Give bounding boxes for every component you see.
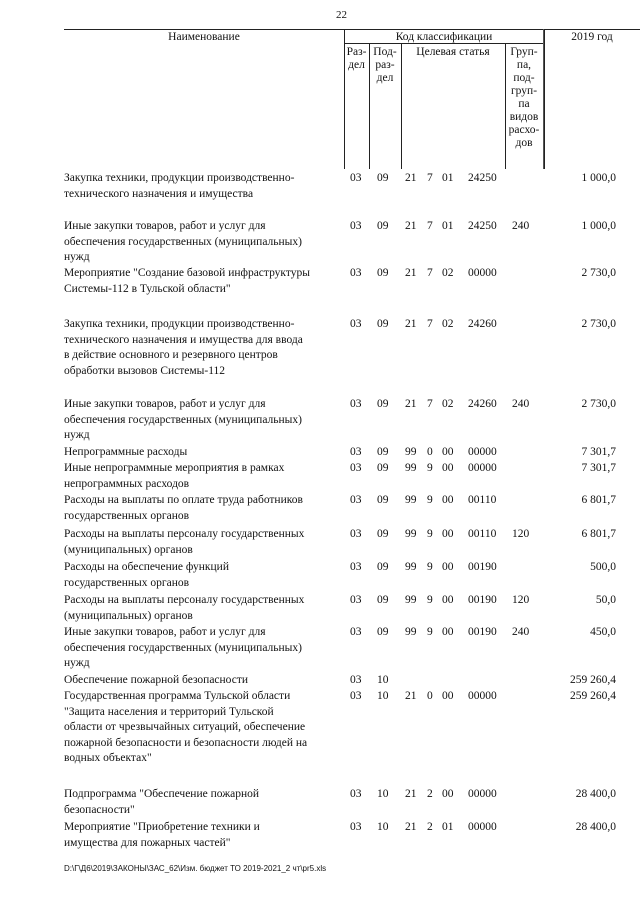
- row-target-3: 00: [442, 528, 454, 540]
- row-target-2: 7: [427, 318, 433, 330]
- row-target-4: 24250: [468, 220, 497, 232]
- row-target-2: 7: [427, 220, 433, 232]
- row-amount: 28 400,0: [575, 821, 616, 833]
- row-name: Расходы на выплаты персоналу государственных (муниципальных) органов: [64, 528, 305, 556]
- header-target: Целевая статья: [416, 46, 490, 58]
- header-classification: Код классификации: [395, 31, 493, 43]
- row-podrazdel: 10: [377, 690, 389, 702]
- row-amount: 500,0: [590, 561, 616, 573]
- row-target-1: 99: [405, 446, 417, 458]
- row-group: 240: [512, 626, 530, 638]
- row-target-3: 01: [442, 821, 454, 833]
- row-target-1: 21: [405, 821, 417, 833]
- row-podrazdel: 09: [377, 594, 389, 606]
- row-target-2: 7: [427, 172, 433, 184]
- row-group: 120: [512, 594, 530, 606]
- row-amount: 2 730,0: [581, 398, 616, 410]
- header-podrazdel: Под- раз- дел: [373, 46, 397, 84]
- header-razdel: Раз- дел: [346, 46, 367, 71]
- row-target-4: 00000: [468, 690, 497, 702]
- row-target-2: 9: [427, 561, 433, 573]
- row-target-1: 99: [405, 594, 417, 606]
- row-target-3: 00: [442, 594, 454, 606]
- row-name: Иные закупки товаров, работ и услуг для обеспечения государственных (муниципальных) нужд: [64, 220, 302, 263]
- row-name: Подпрограмма "Обеспечение пожарной безопасности": [64, 788, 260, 816]
- row-target-2: 2: [427, 788, 433, 800]
- row-target-4: 00190: [468, 561, 497, 573]
- row-target-4: 00190: [468, 594, 497, 606]
- row-podrazdel: 09: [377, 561, 389, 573]
- row-podrazdel: 09: [377, 398, 389, 410]
- row-target-3: 00: [442, 462, 454, 474]
- row-target-3: 00: [442, 626, 454, 638]
- row-name: Непрограммные расходы: [64, 446, 188, 458]
- row-podrazdel: 10: [377, 674, 389, 686]
- row-target-2: 7: [427, 267, 433, 279]
- row-target-1: 99: [405, 626, 417, 638]
- row-razdel: 03: [350, 821, 362, 833]
- row-name: Государственная программа Тульской области "Защита населения и территорий Тульской области от чрезвычайных ситуаций, обеспечение пожарной безопасности и безопасности людей на водных объектах": [64, 690, 308, 764]
- row-target-3: 01: [442, 172, 454, 184]
- row-target-1: 21: [405, 788, 417, 800]
- row-target-3: 02: [442, 267, 454, 279]
- row-target-2: 0: [427, 690, 433, 702]
- row-target-1: 99: [405, 494, 417, 506]
- row-podrazdel: 09: [377, 446, 389, 458]
- row-target-3: 00: [442, 788, 454, 800]
- row-target-3: 02: [442, 318, 454, 330]
- row-target-1: 21: [405, 398, 417, 410]
- row-razdel: 03: [350, 446, 362, 458]
- row-target-3: 00: [442, 561, 454, 573]
- row-amount: 259 260,4: [570, 674, 616, 686]
- row-razdel: 03: [350, 494, 362, 506]
- row-target-1: 21: [405, 267, 417, 279]
- row-target-4: 00110: [468, 494, 497, 506]
- row-podrazdel: 09: [377, 462, 389, 474]
- row-target-4: 00000: [468, 788, 497, 800]
- row-amount: 50,0: [595, 594, 616, 606]
- row-name: Мероприятие "Создание базовой инфраструктуры Системы-112 в Тульской области": [64, 267, 310, 295]
- row-target-1: 21: [405, 220, 417, 232]
- row-target-1: 99: [405, 462, 417, 474]
- row-target-2: 9: [427, 494, 433, 506]
- row-razdel: 03: [350, 318, 362, 330]
- row-target-1: 21: [405, 690, 417, 702]
- row-target-3: 02: [442, 398, 454, 410]
- row-amount: 1 000,0: [581, 172, 616, 184]
- row-razdel: 03: [350, 561, 362, 573]
- row-razdel: 03: [350, 172, 362, 184]
- row-target-2: 7: [427, 398, 433, 410]
- row-target-4: 00000: [468, 446, 497, 458]
- row-razdel: 03: [350, 267, 362, 279]
- row-target-2: 2: [427, 821, 433, 833]
- row-name: Расходы на выплаты по оплате труда работников государственных органов: [64, 494, 303, 522]
- row-amount: 6 801,7: [581, 528, 616, 540]
- row-target-4: 24260: [468, 318, 497, 330]
- row-podrazdel: 09: [377, 318, 389, 330]
- row-group: 120: [512, 528, 530, 540]
- row-razdel: 03: [350, 788, 362, 800]
- row-name: Мероприятие "Приобретение техники и имущества для пожарных частей": [64, 821, 260, 849]
- row-podrazdel: 10: [377, 821, 389, 833]
- row-amount: 450,0: [590, 626, 616, 638]
- row-target-3: 01: [442, 220, 454, 232]
- row-amount: 2 730,0: [581, 267, 616, 279]
- row-amount: 28 400,0: [575, 788, 616, 800]
- row-target-4: 00110: [468, 528, 497, 540]
- row-group: 240: [512, 398, 530, 410]
- row-razdel: 03: [350, 398, 362, 410]
- row-amount: 7 301,7: [581, 462, 616, 474]
- row-amount: 6 801,7: [581, 494, 616, 506]
- row-amount: 2 730,0: [581, 318, 616, 330]
- row-name: Иные непрограммные мероприятия в рамках непрограммных расходов: [64, 462, 285, 490]
- page-number: 22: [336, 9, 347, 21]
- row-podrazdel: 09: [377, 494, 389, 506]
- row-name: Иные закупки товаров, работ и услуг для обеспечения государственных (муниципальных) нужд: [64, 398, 302, 441]
- header-name: Наименование: [168, 31, 240, 43]
- row-target-4: 00190: [468, 626, 497, 638]
- row-group: 240: [512, 220, 530, 232]
- row-name: Обеспечение пожарной безопасности: [64, 674, 249, 686]
- row-target-2: 0: [427, 446, 433, 458]
- row-podrazdel: 09: [377, 528, 389, 540]
- row-podrazdel: 09: [377, 267, 389, 279]
- row-razdel: 03: [350, 594, 362, 606]
- row-amount: 259 260,4: [570, 690, 616, 702]
- row-podrazdel: 09: [377, 626, 389, 638]
- row-target-3: 00: [442, 446, 454, 458]
- row-target-4: 00000: [468, 267, 497, 279]
- row-podrazdel: 09: [377, 220, 389, 232]
- row-amount: 7 301,7: [581, 446, 616, 458]
- row-razdel: 03: [350, 220, 362, 232]
- row-podrazdel: 10: [377, 788, 389, 800]
- row-target-3: 00: [442, 494, 454, 506]
- header-group: Груп- па, под- груп- па видов расхо- дов: [508, 46, 540, 149]
- row-target-2: 9: [427, 594, 433, 606]
- row-target-4: 00000: [468, 462, 497, 474]
- row-target-1: 99: [405, 528, 417, 540]
- row-target-2: 9: [427, 626, 433, 638]
- file-path-footer: D:\Г\Д6\2019\ЗАКОНЫ\ЗАС_62\Изм. бюджет ТО 2019-2021_2 чт\pr5.xls: [64, 864, 327, 873]
- row-name: Расходы на выплаты персоналу государственных (муниципальных) органов: [64, 594, 305, 622]
- row-name: Закупка техники, продукции производственно- технического назначения и имущества для ввода в действие основного и резервного центров обработки вызовов Системы-112: [64, 318, 303, 377]
- row-name: Иные закупки товаров, работ и услуг для обеспечения государственных (муниципальных) нужд: [64, 626, 302, 669]
- row-target-1: 99: [405, 561, 417, 573]
- row-target-1: 21: [405, 318, 417, 330]
- header-year: 2019 год: [571, 31, 613, 43]
- row-razdel: 03: [350, 462, 362, 474]
- row-target-2: 9: [427, 528, 433, 540]
- row-razdel: 03: [350, 528, 362, 540]
- row-target-1: 21: [405, 172, 417, 184]
- row-amount: 1 000,0: [581, 220, 616, 232]
- row-target-3: 00: [442, 690, 454, 702]
- row-podrazdel: 09: [377, 172, 389, 184]
- row-razdel: 03: [350, 626, 362, 638]
- row-name: Расходы на обеспечение функций государственных органов: [64, 561, 229, 589]
- row-name: Закупка техники, продукции производственно- технического назначения и имущества: [64, 172, 295, 200]
- row-razdel: 03: [350, 674, 362, 686]
- row-target-4: 24260: [468, 398, 497, 410]
- row-target-4: 24250: [468, 172, 497, 184]
- row-razdel: 03: [350, 690, 362, 702]
- row-target-2: 9: [427, 462, 433, 474]
- row-target-4: 00000: [468, 821, 497, 833]
